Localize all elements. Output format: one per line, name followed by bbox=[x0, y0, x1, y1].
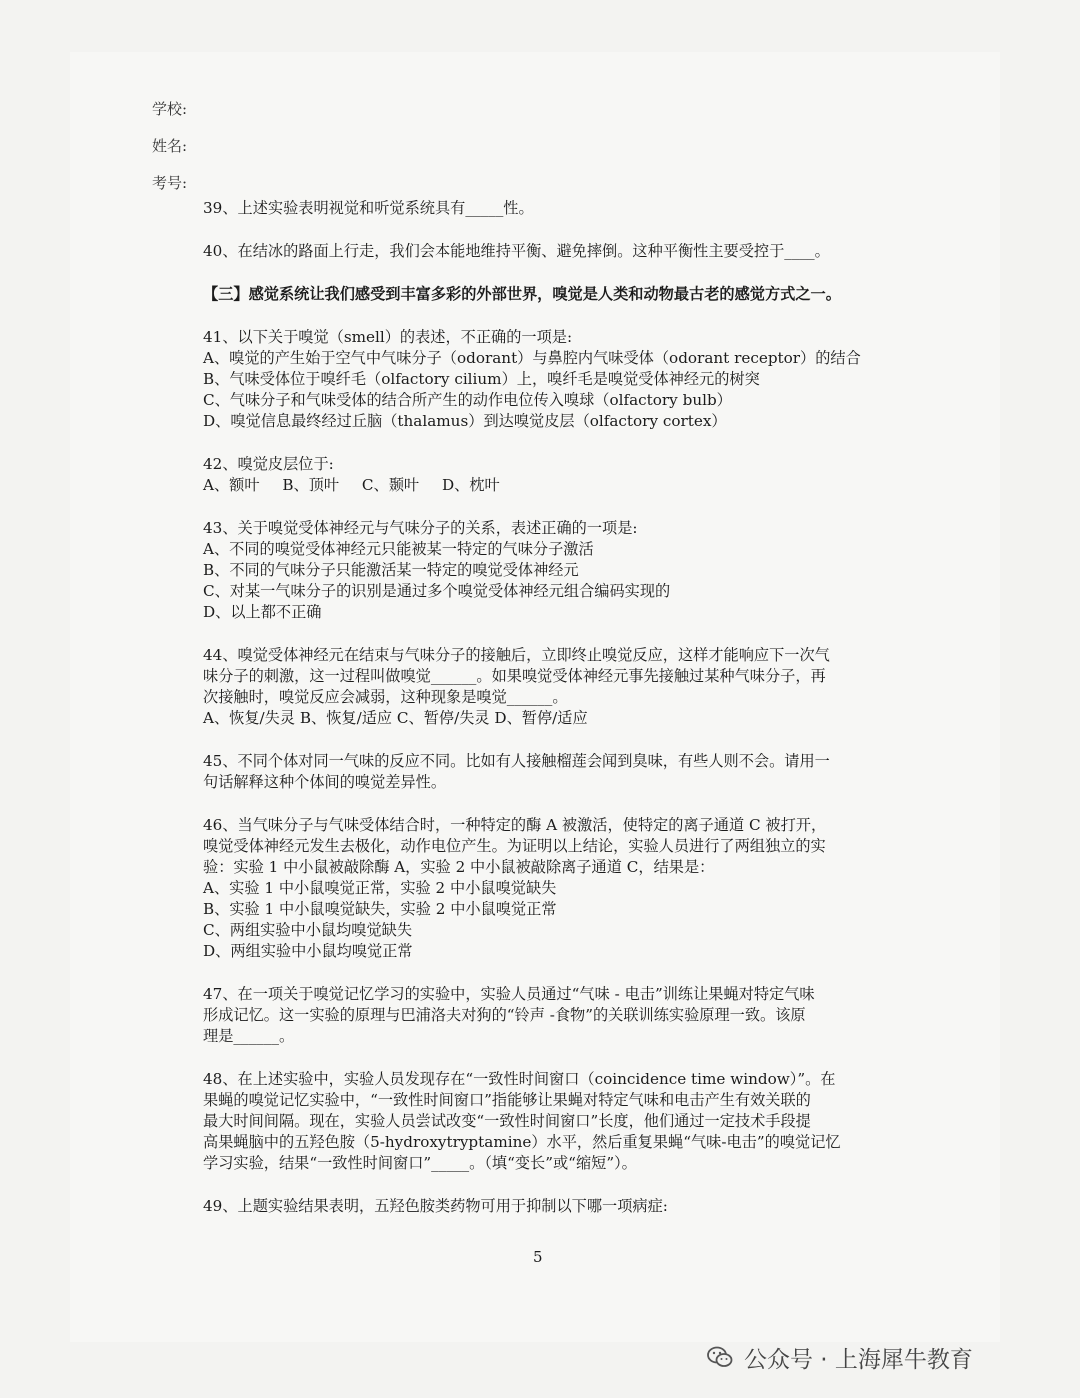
question-42-option-d: D、枕叶 bbox=[441, 476, 500, 494]
question-48-line: 最大时间间隔。现在，实验人员尝试改变“一致性时间窗口”长度，他们通过一定技术手段提 bbox=[203, 1112, 811, 1130]
question-48-line: 果蝇的嗅觉记忆实验中，“一致性时间窗口”指能够让果蝇对特定气味和电击产生有效关联的 bbox=[203, 1091, 811, 1109]
watermark-text: 公众号 · 上海犀牛教育 bbox=[744, 1346, 973, 1373]
question-46-option-b: B、实验 1 中小鼠嗅觉缺失，实验 2 中小鼠嗅觉正常 bbox=[203, 900, 557, 918]
question-41-option-a: A、嗅觉的产生始于空气中气味分子（odorant）与鼻腔内气味受体（odorant receptor）的结合 bbox=[203, 349, 861, 367]
question-43 bbox=[203, 518, 873, 623]
question-41-option-b: B、气味受体位于嗅纤毛（olfactory cilium）上，嗅纤毛是嗅觉受体神经元的树突 bbox=[203, 370, 760, 388]
section-three-heading: 【三】感觉系统让我们感受到丰富多彩的外部世界，嗅觉是人类和动物最古老的感觉方式之一。 bbox=[203, 285, 841, 303]
question-47 bbox=[203, 984, 873, 1047]
name-label: 姓名: bbox=[152, 137, 188, 155]
question-41-stem: 41、以下关于嗅觉（smell）的表述，不正确的一项是: bbox=[203, 328, 573, 346]
question-43-stem: 43、关于嗅觉受体神经元与气味分子的关系，表述正确的一项是: bbox=[203, 519, 638, 537]
question-43-option-c: C、对某一气味分子的识别是通过多个嗅觉受体神经元组合编码实现的 bbox=[203, 582, 671, 600]
question-48-line: 48、在上述实验中，实验人员发现存在“一致性时间窗口（coincidence time window）”。在 bbox=[203, 1070, 836, 1088]
question-43-option-b: B、不同的气味分子只能激活某一特定的嗅觉受体神经元 bbox=[203, 561, 579, 579]
question-41-option-c: C、气味分子和气味受体的结合所产生的动作电位传入嗅球（olfactory bulb） bbox=[203, 391, 732, 409]
question-42-stem: 42、嗅觉皮层位于: bbox=[203, 455, 334, 473]
question-49-stem: 49、上题实验结果表明，五羟色胺类药物可用于抑制以下哪一项病症: bbox=[203, 1197, 668, 1215]
question-42 bbox=[203, 454, 873, 496]
school-label: 学校: bbox=[152, 100, 188, 118]
question-46-line: 嗅觉受体神经元发生去极化，动作电位产生。为证明以上结论，实验人员进行了两组独立的实 bbox=[203, 837, 826, 855]
question-47-line: 形成记忆。这一实验的原理与巴浦洛夫对狗的“铃声 -食物”的关联训练实验原理一致。该原 bbox=[203, 1006, 806, 1024]
question-40-stem: 40、在结冰的路面上行走，我们会本能地维持平衡、避免摔倒。这种平衡性主要受控于____。 bbox=[203, 242, 830, 260]
watermark bbox=[706, 1340, 973, 1374]
question-44 bbox=[203, 645, 873, 729]
question-46-line: 46、当气味分子与气味受体结合时，一种特定的酶 A 被激活，使特定的离子通道 C 被打开， bbox=[203, 816, 827, 834]
question-46-option-c: C、两组实验中小鼠均嗅觉缺失 bbox=[203, 921, 413, 939]
question-43-option-d: D、以上都不正确 bbox=[203, 603, 322, 621]
page-number: 5 bbox=[533, 1248, 543, 1266]
question-47-line: 47、在一项关于嗅觉记忆学习的实验中，实验人员通过“气味 - 电击”训练让果蝇对特定气味 bbox=[203, 985, 815, 1003]
question-39 bbox=[203, 198, 873, 219]
question-41-option-d: D、嗅觉信息最终经过丘脑（thalamus）到达嗅觉皮层（olfactory cortex） bbox=[203, 412, 727, 430]
question-44-line: 44、嗅觉受体神经元在结束与气味分子的接触后，立即终止嗅觉反应，这样才能响应下一次气 bbox=[203, 646, 830, 664]
question-41 bbox=[203, 327, 873, 432]
question-48-line: 学习实验，结果“一致性时间窗口”_____。（填“变长”或“缩短”）。 bbox=[203, 1154, 637, 1172]
question-42-option-c: C、颞叶 bbox=[361, 476, 420, 494]
question-44-line: 次接触时，嗅觉反应会减弱，这种现象是嗅觉______。 bbox=[203, 688, 568, 706]
question-40 bbox=[203, 241, 873, 262]
question-46 bbox=[203, 815, 873, 962]
exam-number-label: 考号: bbox=[152, 174, 188, 192]
question-45-line: 句话解释这种个体间的嗅觉差异性。 bbox=[203, 773, 446, 791]
question-48-line: 高果蝇脑中的五羟色胺（5-hydroxytryptamine）水平，然后重复果蝇“气味-电击”的嗅觉记忆 bbox=[203, 1133, 841, 1151]
question-44-options: A、恢复/失灵 B、恢复/适应 C、暂停/失灵 D、暂停/适应 bbox=[203, 709, 588, 727]
question-42-option-a: A、额叶 bbox=[203, 476, 260, 494]
question-45-line: 45、不同个体对同一气味的反应不同。比如有人接触榴莲会闻到臭味，有些人则不会。请用一 bbox=[203, 752, 830, 770]
question-43-option-a: A、不同的嗅觉受体神经元只能被某一特定的气味分子激活 bbox=[203, 540, 594, 558]
question-49 bbox=[203, 1196, 873, 1217]
wechat-icon bbox=[706, 1343, 734, 1371]
question-46-option-d: D、两组实验中小鼠均嗅觉正常 bbox=[203, 942, 413, 960]
question-46-option-a: A、实验 1 中小鼠嗅觉正常，实验 2 中小鼠嗅觉缺失 bbox=[203, 879, 557, 897]
question-46-line: 验：实验 1 中小鼠被敲除酶 A，实验 2 中小鼠被敲除离子通道 C，结果是： bbox=[203, 858, 715, 876]
question-content bbox=[203, 198, 873, 1239]
question-47-line: 理是______。 bbox=[203, 1027, 295, 1045]
question-42-option-b: B、顶叶 bbox=[282, 476, 340, 494]
question-45 bbox=[203, 751, 873, 793]
question-42-options bbox=[203, 475, 873, 496]
question-44-line: 味分子的刺激，这一过程叫做嗅觉______。如果嗅觉受体神经元事先接触过某种气味分子，再 bbox=[203, 667, 826, 685]
question-48 bbox=[203, 1069, 873, 1174]
question-39-stem: 39、上述实验表明视觉和听觉系统具有_____性。 bbox=[203, 199, 534, 217]
